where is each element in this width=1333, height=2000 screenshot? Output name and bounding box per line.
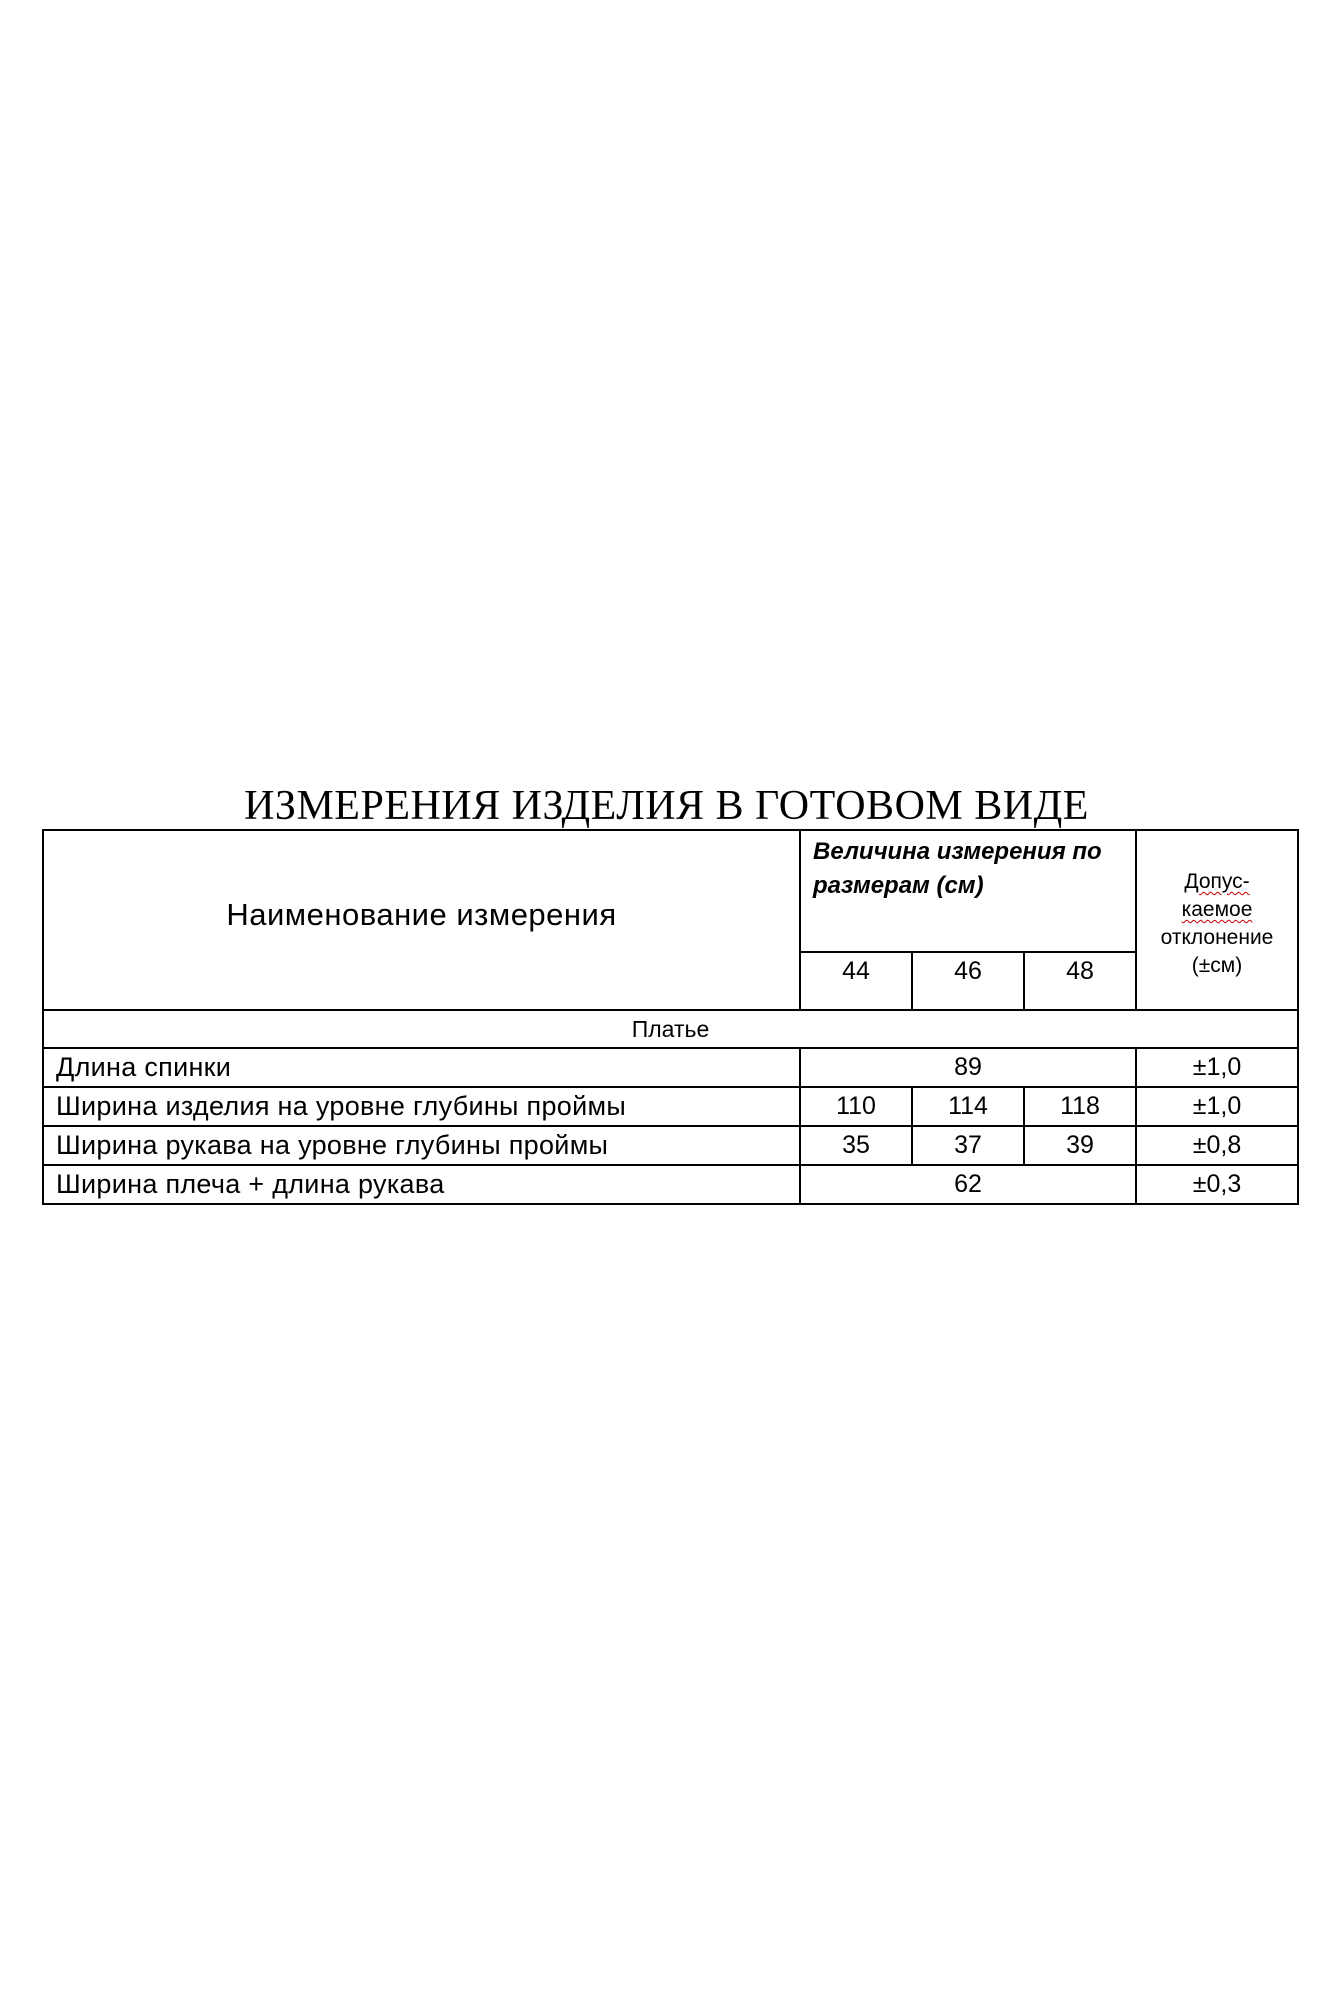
row-value-44: 35 [800,1126,912,1165]
table-row [43,1165,1298,1204]
row-tolerance: ±1,0 [1136,1087,1298,1126]
size-46: 46 [912,952,1024,1010]
row-name: Длина спинки [43,1048,800,1087]
row-value-48: 118 [1024,1087,1136,1126]
size-44: 44 [800,952,912,1010]
size-48: 48 [1024,952,1136,1010]
header-measurement-name: Наименование измерения [43,830,800,1010]
row-value-merged: 89 [800,1048,1136,1087]
header-row [43,830,1298,952]
table-row [43,1126,1298,1165]
tolerance-line-4: (±см) [1191,954,1243,977]
row-tolerance: ±0,3 [1136,1165,1298,1204]
section-row [43,1010,1298,1048]
row-value-merged: 62 [800,1165,1136,1204]
row-tolerance: ±1,0 [1136,1048,1298,1087]
tolerance-line-3: отклонение [1160,926,1274,949]
row-name: Ширина плеча + длина рукава [43,1165,800,1204]
measurements-table [42,829,1299,1205]
table-row [43,1087,1298,1126]
table-row [43,1048,1298,1087]
row-value-46: 114 [912,1087,1024,1126]
row-value-44: 110 [800,1087,912,1126]
header-measurement-value: Величина измерения по размерам (см) [800,830,1136,952]
row-name: Ширина изделия на уровне глубины проймы [43,1087,800,1126]
tolerance-line-1: Допус- [1184,870,1250,893]
header-tolerance [1136,830,1298,1010]
section-label: Платье [43,1010,1298,1048]
row-tolerance: ±0,8 [1136,1126,1298,1165]
row-value-48: 39 [1024,1126,1136,1165]
row-name: Ширина рукава на уровне глубины проймы [43,1126,800,1165]
row-value-46: 37 [912,1126,1024,1165]
page-title: ИЗМЕРЕНИЯ ИЗДЕЛИЯ В ГОТОВОМ ВИДЕ [244,783,1089,829]
tolerance-line-2: каемое [1181,898,1253,921]
